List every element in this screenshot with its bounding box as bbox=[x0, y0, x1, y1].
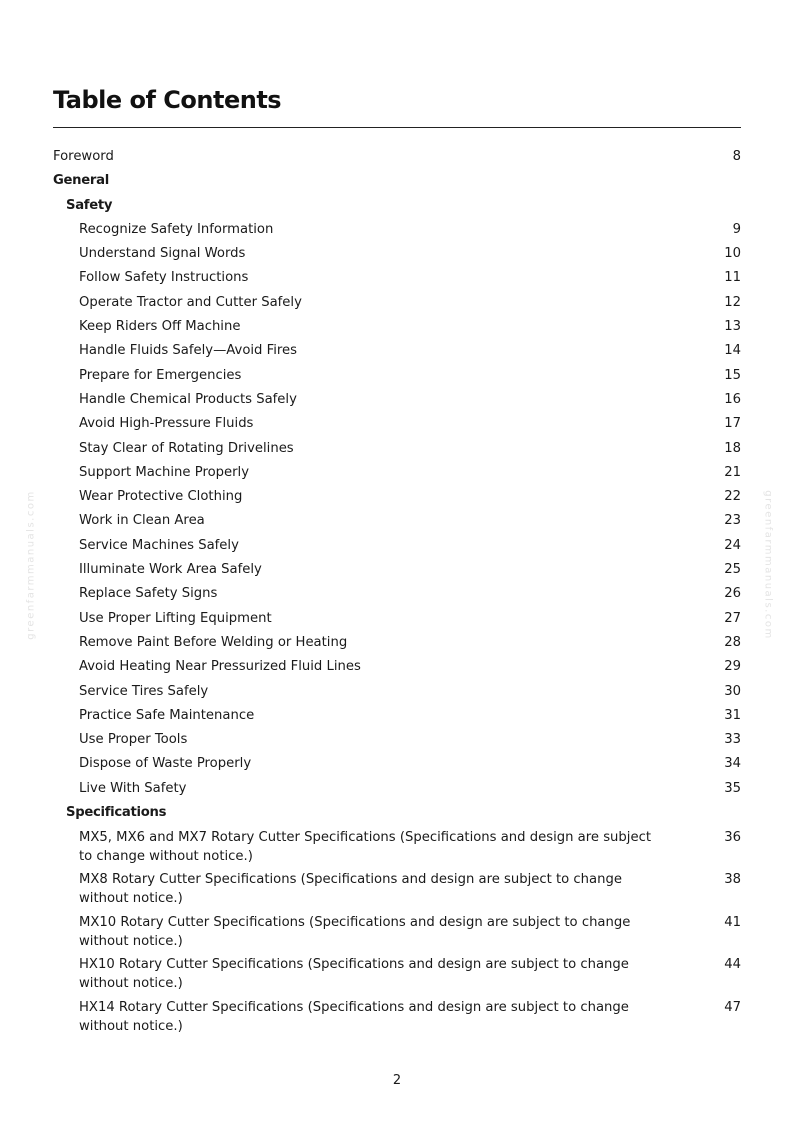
toc-entry-page-number: 34 bbox=[724, 756, 741, 772]
toc-entry[interactable] bbox=[53, 266, 741, 290]
toc-entry-page-number: 30 bbox=[724, 683, 741, 699]
toc-entry[interactable] bbox=[53, 364, 741, 388]
page-title: Table of Contents bbox=[53, 86, 282, 114]
toc-entry-page-number: 24 bbox=[724, 537, 741, 553]
toc-entry[interactable] bbox=[53, 412, 741, 436]
toc-entry-page-number: 11 bbox=[724, 270, 741, 286]
toc-entry-page-number: 31 bbox=[724, 707, 741, 723]
toc-entry[interactable] bbox=[53, 485, 741, 509]
toc-entry[interactable] bbox=[53, 995, 741, 1038]
toc-section-heading bbox=[53, 194, 741, 218]
toc-entry[interactable] bbox=[53, 218, 741, 242]
toc-entry-page-number: 12 bbox=[724, 294, 741, 310]
toc-entry-page-number: 33 bbox=[724, 732, 741, 748]
toc-entry[interactable] bbox=[53, 461, 741, 485]
toc-entry[interactable] bbox=[53, 680, 741, 704]
toc-entry-page-number: 9 bbox=[732, 221, 741, 237]
table-of-contents bbox=[53, 145, 741, 1038]
toc-entry-label: Use Proper Lifting Equipment bbox=[79, 610, 272, 626]
toc-entry-label: Follow Safety Instructions bbox=[79, 270, 249, 286]
toc-entry-page-number: 13 bbox=[724, 319, 741, 335]
toc-entry-label: Service Tires Safely bbox=[79, 683, 209, 699]
toc-entry-page-number: 8 bbox=[732, 149, 741, 164]
toc-entry-label: Foreword bbox=[53, 149, 114, 164]
toc-entry-page-number: 10 bbox=[724, 246, 741, 262]
toc-entry-page-number: 18 bbox=[724, 440, 741, 456]
toc-entry[interactable] bbox=[53, 509, 741, 533]
toc-entry[interactable] bbox=[53, 388, 741, 412]
toc-entry-label: Keep Riders Off Machine bbox=[79, 319, 241, 335]
page-number: 2 bbox=[392, 1073, 402, 1088]
toc-entry[interactable] bbox=[53, 910, 741, 953]
toc-entry-label: Understand Signal Words bbox=[79, 246, 246, 262]
toc-section-heading bbox=[53, 801, 741, 825]
toc-entry-label: Support Machine Properly bbox=[79, 464, 250, 480]
toc-entry-label: Illuminate Work Area Safely bbox=[79, 562, 262, 578]
toc-entry[interactable] bbox=[53, 145, 741, 169]
toc-entry[interactable] bbox=[53, 437, 741, 461]
toc-entry-page-number: 44 bbox=[724, 957, 741, 973]
toc-entry-page-number: 27 bbox=[724, 610, 741, 626]
toc-entry-page-number: 29 bbox=[724, 659, 741, 675]
toc-entry[interactable] bbox=[53, 704, 741, 728]
toc-entry-page-number: 41 bbox=[724, 914, 741, 930]
toc-entry[interactable] bbox=[53, 291, 741, 315]
toc-entry[interactable] bbox=[53, 315, 741, 339]
toc-entry[interactable] bbox=[53, 655, 741, 679]
toc-entry-label: Live With Safety bbox=[79, 780, 187, 796]
toc-entry[interactable] bbox=[53, 242, 741, 266]
toc-entry-label: Operate Tractor and Cutter Safely bbox=[79, 294, 302, 310]
toc-entry-label: Prepare for Emergencies bbox=[79, 367, 242, 383]
toc-entry[interactable] bbox=[53, 953, 741, 996]
toc-entry-label: Work in Clean Area bbox=[79, 513, 205, 529]
toc-entry-label: Use Proper Tools bbox=[79, 732, 188, 748]
toc-entry-page-number: 21 bbox=[724, 464, 741, 480]
toc-entry[interactable] bbox=[53, 825, 741, 868]
toc-entry-label: Wear Protective Clothing bbox=[79, 489, 243, 505]
toc-entry[interactable] bbox=[53, 534, 741, 558]
toc-entry-page-number: 36 bbox=[724, 829, 741, 845]
toc-entry-label: Remove Paint Before Welding or Heating bbox=[79, 634, 348, 650]
toc-entry[interactable] bbox=[53, 752, 741, 776]
toc-entry-label: MX5, MX6 and MX7 Rotary Cutter Specifications (Specifications and design are subject to change without notice.) bbox=[79, 829, 651, 864]
toc-entry[interactable] bbox=[53, 339, 741, 363]
toc-entry-page-number: 14 bbox=[724, 343, 741, 359]
toc-entry-page-number: 23 bbox=[724, 513, 741, 529]
toc-entry[interactable] bbox=[53, 868, 741, 911]
toc-entry[interactable] bbox=[53, 631, 741, 655]
toc-entry-label: MX8 Rotary Cutter Specifications (Specifications and design are subject to change without notice.) bbox=[79, 872, 622, 907]
watermark-right: greenfarmmanuals.com bbox=[762, 490, 774, 640]
toc-section-heading bbox=[53, 169, 741, 193]
toc-entry-page-number: 28 bbox=[724, 634, 741, 650]
toc-entry[interactable] bbox=[53, 582, 741, 606]
toc-entry-label: Dispose of Waste Properly bbox=[79, 756, 252, 772]
toc-entry-label: Practice Safe Maintenance bbox=[79, 707, 255, 723]
toc-entry-label: Service Machines Safely bbox=[79, 537, 239, 553]
toc-entry-page-number: 35 bbox=[724, 780, 741, 796]
toc-entry[interactable] bbox=[53, 777, 741, 801]
toc-entry-label: Avoid Heating Near Pressurized Fluid Lines bbox=[79, 659, 361, 675]
toc-entry-page-number: 16 bbox=[724, 391, 741, 407]
toc-entry-label: Avoid High-Pressure Fluids bbox=[79, 416, 254, 432]
toc-entry-label: HX14 Rotary Cutter Specifications (Specifications and design are subject to change without notice.) bbox=[79, 999, 629, 1034]
toc-entry-label: General bbox=[53, 173, 109, 189]
toc-entry-label: Handle Chemical Products Safely bbox=[79, 391, 297, 407]
watermark-left: greenfarmmanuals.com bbox=[25, 490, 37, 640]
toc-entry-label: Handle Fluids Safely—Avoid Fires bbox=[79, 343, 298, 359]
title-divider bbox=[53, 127, 741, 128]
toc-entry-page-number: 22 bbox=[724, 489, 741, 505]
toc-entry-page-number: 25 bbox=[724, 562, 741, 578]
toc-entry[interactable] bbox=[53, 558, 741, 582]
toc-entry-label: MX10 Rotary Cutter Specifications (Specifications and design are subject to change without notice.) bbox=[79, 914, 631, 949]
toc-entry-label: HX10 Rotary Cutter Specifications (Specifications and design are subject to change without notice.) bbox=[79, 957, 629, 992]
toc-entry-label: Replace Safety Signs bbox=[79, 586, 218, 602]
toc-entry-label: Specifications bbox=[66, 805, 167, 821]
toc-entry-page-number: 38 bbox=[724, 872, 741, 888]
toc-entry-label: Recognize Safety Information bbox=[79, 221, 274, 237]
toc-entry-page-number: 26 bbox=[724, 586, 741, 602]
toc-entry-page-number: 15 bbox=[724, 367, 741, 383]
toc-entry-page-number: 47 bbox=[724, 999, 741, 1015]
toc-entry-label: Safety bbox=[66, 197, 113, 213]
toc-entry[interactable] bbox=[53, 607, 741, 631]
toc-entry-page-number: 17 bbox=[724, 416, 741, 432]
toc-entry[interactable] bbox=[53, 728, 741, 752]
toc-entry-label: Stay Clear of Rotating Drivelines bbox=[79, 440, 294, 456]
